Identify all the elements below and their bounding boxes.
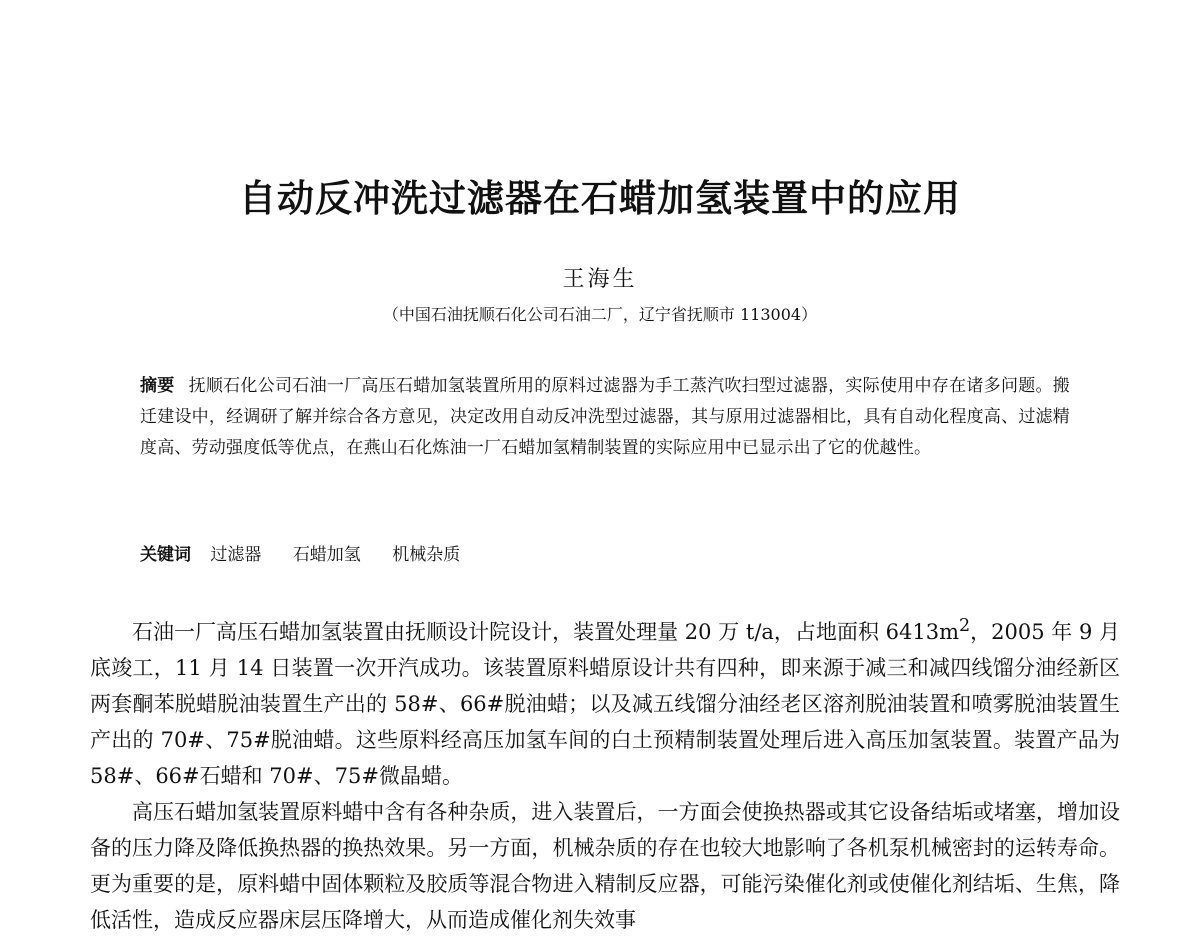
abstract xyxy=(140,371,1070,464)
body-paragraph-1-part-1: 石油一厂高压石蜡加氢装置由抚顺设计院设计，装置处理量 20 万 t/a，占地面积 6413m xyxy=(132,620,959,644)
area-superscript: 2 xyxy=(959,616,971,636)
author-affiliation: （中国石油抚顺石化公司石油二厂，辽宁省抚顺市 113004） xyxy=(382,305,818,324)
keyword: 机械杂质 xyxy=(392,545,461,565)
paper-title: 自动反冲洗过滤器在石蜡加氢装置中的应用 xyxy=(239,177,961,220)
body-paragraph xyxy=(90,608,1120,794)
keywords xyxy=(140,540,1070,571)
body-text xyxy=(90,608,1120,938)
keyword: 石蜡加氢 xyxy=(292,545,361,565)
keyword: 过滤器 xyxy=(210,545,262,565)
keywords-label: 关键词 xyxy=(140,545,191,565)
body-paragraph-1-part-2: ，2005 年 9 月底竣工，11 月 14 日装置一次开汽成功。该装置原料蜡原设计共有四种，即来源于减三和减四线馏分油经新区两套酮苯脱蜡脱油装置生产出的 58#、66#脱油蜡；以及减五线馏分油经老区溶剂脱油装置和喷雾脱油装置生产出的 70#、75#脱油蜡。这些原料经高压加氢车间的白土预精制装置处理后进入高压加氢装置。装置产品为 58#、66#石蜡和 70#、75#微晶蜡。 xyxy=(90,620,1120,788)
abstract-label: 摘要 xyxy=(140,376,175,396)
author-name: 王海生 xyxy=(562,267,638,292)
abstract-text: 抚顺石化公司石油一厂高压石蜡加氢装置所用的原料过滤器为手工蒸汽吹扫型过滤器，实际使用中存在诸多问题。搬迁建设中，经调研了解并综合各方意见，决定改用自动反冲洗型过滤器，其与原用过滤器相比，具有自动化程度高、过滤精度高、劳动强度低等优点，在燕山石化炼油一厂石蜡加氢精制装置的实际应用中已显示出了它的优越性。 xyxy=(140,376,1070,458)
body-paragraph: 高压石蜡加氢装置原料蜡中含有各种杂质，进入装置后，一方面会使换热器或其它设备结垢或堵塞，增加设备的压力降及降低换热器的换热效果。另一方面，机械杂质的存在也较大地影响了各机泵机械密封的运转寿命。更为重要的是，原料蜡中固体颗粒及胶质等混合物进入精制反应器，可能污染催化剂或使催化剂结垢、生焦，降低活性，造成反应器床层压降增大，从而造成催化剂失效事 xyxy=(90,800,1120,932)
